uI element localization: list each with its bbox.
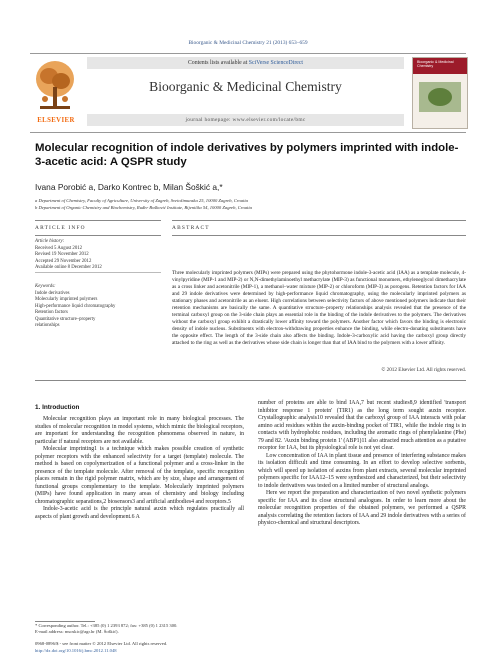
history-revised: Revised 19 November 2012 [35, 252, 89, 257]
doi-link[interactable]: http://dx.doi.org/10.1016/j.bmc.2012.11.048 [35, 648, 117, 653]
body-paragraph: number of proteins are able to bind IAA,7 but recent studies8,9 identified 'transport inhibitor response 1 protein' (TIR1) as the long term sought auxin receptor. Crystallographic analysis10 revealed that the carboxyl group of IAA interacts with polar amino acid residues within the auxin-binding pocket of TIR1, while the indole ring is in contacts with hydrophobic residues, including the aromatic rings of phenylalanine (Phe) 79 and 82. 'Auxin binding protein 1' (ABP1)11 also attracted much attention as a putative receptor for IAA, but its physiological role is not yet clear. [258, 400, 466, 451]
body-paragraph: Molecular imprinting1 is a technique which makes possible creation of synthetic polymer receptors with the enhanced selectivity for a target (template) molecule. The method is based on copolymerization of a functional polymer and a cross-linker in the presence of the template molecule. After removal of the template, specific recognition places remain in the rigid polymer matrix, which are by size, shape and arrangement of functional groups complementary to the template. Molecularly imprinted polymers (MIPs) have found application in many areas of chemistry and biology including chromatographic separations,2 biosensors3 and artificial antibodies4 and receptors.5 [35, 446, 244, 505]
history-received: Received 5 August 2012 [35, 245, 83, 251]
publisher-name: ELSEVIER [37, 117, 75, 124]
keyword-item: Quantitative structure–property [35, 316, 96, 322]
history-accepted: Accepted 29 November 2012 [35, 258, 92, 264]
footnote-contact: * Corresponding author. Tel.: +385 (0) 1 2393 872; fax: +385 (0) 1 2315 300. [35, 623, 178, 628]
affiliation-b: b Department of Organic Chemistry and Biochemistry, Ruđer Bošković Institute, Bijenička 54, 10000 Zagreb, Croatia [35, 205, 252, 210]
abstract-bottom-rule [35, 380, 466, 381]
keyword-item: High-performance liquid chromatography [35, 303, 116, 309]
issn-line: 0968-0896/$ - see front matter © 2012 Elsevier Ltd. All rights reserved. [35, 641, 168, 646]
history-label: Article history: [35, 239, 65, 244]
journal-name: Bioorganic & Medicinal Chemistry [149, 79, 342, 94]
article-title: Molecular recognition of indole derivatives by polymers imprinted with indole-3-acetic acid: A QSPR study [35, 142, 459, 168]
keywords [35, 284, 161, 330]
corresponding-author-footnote [35, 623, 245, 635]
abstract-heading: ABSTRACT [172, 225, 210, 231]
journal-citation: Bioorganic & Medicinal Chemistry 21 (2013) 653–659 [188, 40, 308, 46]
keywords-label: Keywords: [35, 284, 56, 289]
keyword-item: Molecularly imprinted polymers [35, 297, 98, 302]
introduction-heading: 1. Introduction [35, 404, 80, 411]
keywords-rule [35, 272, 161, 273]
journal-cover-thumbnail [412, 57, 468, 129]
abstract-rule [172, 220, 466, 221]
cover-image-detail [428, 88, 452, 106]
abstract-copyright: © 2012 Elsevier Ltd. All rights reserved. [381, 367, 466, 373]
history-online: Available online 8 December 2012 [35, 265, 102, 270]
cover-title: Bioorganic & Medicinal Chemistry [417, 60, 454, 69]
keyword-item: relationships [35, 323, 60, 328]
keyword-item: Indole derivatives [35, 290, 70, 296]
body-paragraph: Indole-3-acetic acid is the principle natural auxin which regulates practically all aspects of plant growth and development.6 A [35, 506, 244, 520]
author-list: Ivana Porobić a, Darko Kontrec b, Milan Šoškić a,* [35, 182, 223, 192]
affiliation-a: a Department of Chemistry, Faculty of Agriculture, University of Zagreb, Svetošimunska 25, 10000 Zagreb, Croatia [35, 198, 248, 203]
elsevier-tree-logo [32, 57, 78, 119]
body-paragraph: Molecular recognition plays an important role in many biological processes. The studies of molecular recognition in model systems, which mimic the biological receptors, are important for understanding the recognition phenomena observed in nature, in particular if natural receptors are not available. [35, 416, 244, 445]
abstract-subrule [172, 235, 466, 236]
article-info-heading: ARTICLE INFO [35, 225, 86, 231]
body-left-column [35, 416, 244, 521]
contents-prefix: Contents lists available at [187, 60, 249, 66]
journal-homepage[interactable]: journal homepage: www.elsevier.com/locate/bmc [87, 114, 404, 126]
abstract-text: Three molecularly imprinted polymers (MIPs) were prepared using the phytohormone indole-3-acetic acid (IAA) as a template molecule, 4-vinylpyridine (MIP-1 and MIP-2) or N,N-dimethylaminoethyl methacrylate (MIP-3) as functional monomers, ethyleneglycol dimethacrylate as a cross linker and acetonitrile (MIP-1), a methanol–water mixture (MIP-2) or chloroform (MIP-3) as porogens. Retention factors for IAA and 29 indole derivatives were determined by high-performance liquid chromatography, using the molecularly imprinted polymers as stationary phases and acetonitrile as an eluent. High correlations between selectivity factors of above mentioned polymers indicate that their retention mechanisms are basically the same. A quantitative structure–property relationships analysis revealed that the presence of the terminal carboxyl group on the 3-side chain plays an essential role in the binding of the indole derivatives to the polymers. The derivatives without the carboxyl group exhibit a drastically lower affinity toward the polymers. Another factor which favors the binding is electronic density of indole nucleus. Substituents with electron-withdrawing properties enhance the binding, while electro-donating substituents have the opposite effect. The length of the 3-side chain also affects the binding. Indole-3-carboxylic acid having the carboxyl group directly attached to the ring as well as the derivatives whose side chain is longer than that of IAA bind to the polymers with a lower affinity. [172, 270, 466, 346]
article-history [35, 239, 161, 272]
contents-available-bar [87, 57, 404, 69]
keyword-item: Retention factors [35, 310, 68, 315]
body-paragraph: Low concentration of IAA in plant tissue and presence of interfering substance makes its isolation difficult and time consuming. In an effort to develop selective sorbents, which will speed up isolation of auxins from plant extracts, several molecular imprinted polymers specific for IAA12–15 were synthesized and characterized, but their selectivity to indole derivatives was tested on a limited number of structural analogs. [258, 452, 466, 489]
body-right-column [258, 400, 466, 528]
footnote-email[interactable]: E-mail address: msoskic@agr.hr (M. Šoškić). [35, 629, 119, 634]
article-info-rule [35, 220, 161, 221]
body-paragraph: Here we report the preparation and characterization of two novel synthetic polymers specific for IAA and its close structural analogues. In order to learn more about the molecular recognition properties of the obtained polymers, we performed a QSPR analysis correlating the retention factors of IAA and 29 indole derivatives with a series of physico-chemical and structural descriptors. [258, 490, 466, 526]
footnote-rule [35, 621, 95, 622]
article-info-subrule [35, 235, 161, 236]
sciencedirect-link[interactable]: SciVerse ScienceDirect [248, 60, 304, 66]
